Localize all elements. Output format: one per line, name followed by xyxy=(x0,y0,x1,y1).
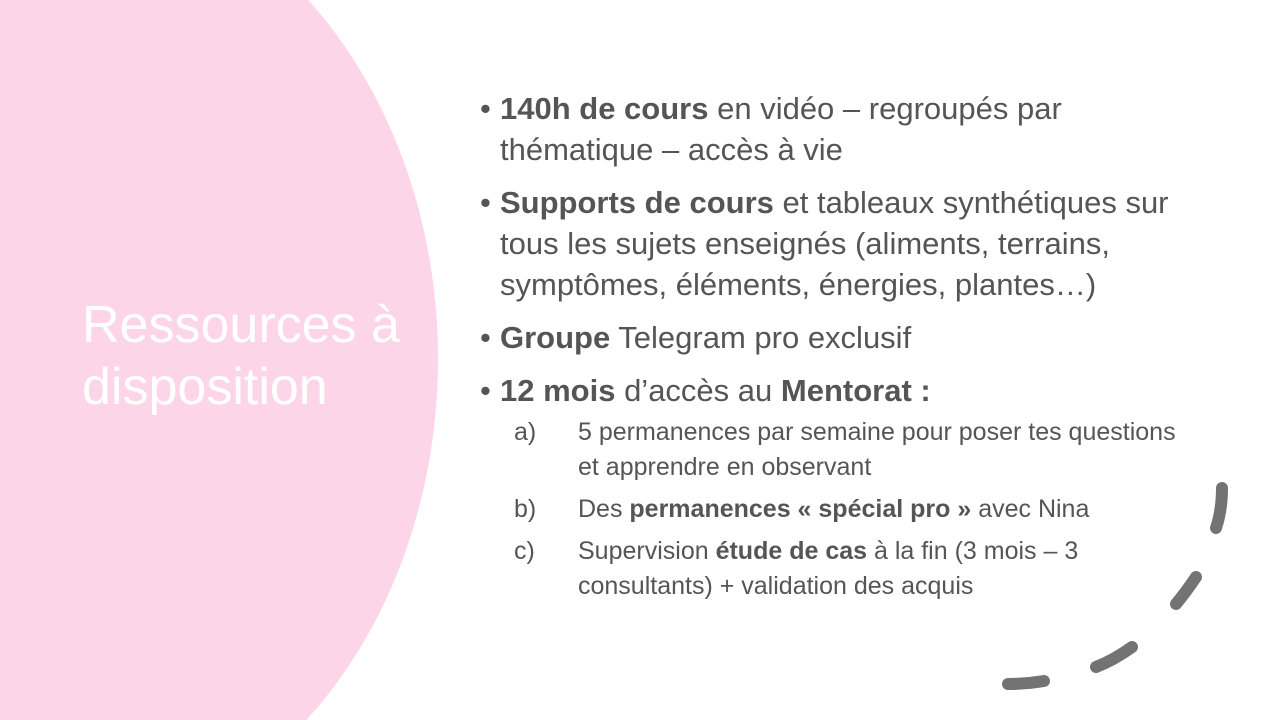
bullet-marker: • xyxy=(480,320,491,355)
sub-item-marker: a) xyxy=(514,418,537,446)
bullet-text: et tableaux synthétiques sur tous les sujets enseignés (aliments, terrains, symptômes, éléments, énergies, plantes…) xyxy=(500,185,1169,302)
sub-item-bold-text: étude de cas xyxy=(715,537,868,565)
bullet-bold-text-2: Mentorat : xyxy=(780,373,931,408)
dash-segment xyxy=(1096,647,1132,667)
sub-item-bold-text: permanences « spécial pro » xyxy=(629,495,972,523)
bullet-bold-text: 140h de cours xyxy=(500,91,709,126)
dash-segment xyxy=(1008,681,1044,684)
sub-item-text-end: à la fin (3 mois – 3 consultants) + validation des acquis xyxy=(578,537,1079,600)
bullet-bold-text: Supports de cours xyxy=(500,185,774,220)
dashed-curve-decoration xyxy=(990,470,1250,710)
bullet-bold-text: 12 mois xyxy=(500,373,616,408)
sub-item-marker: c) xyxy=(514,537,535,565)
bullet-text: Telegram pro exclusif xyxy=(610,320,912,355)
sub-item-text: Des xyxy=(578,495,630,523)
sub-item-text: Supervision xyxy=(578,537,716,565)
bullet-text: en vidéo – regroupés par thématique – accès à vie xyxy=(500,91,1062,167)
dash-segment xyxy=(1216,488,1222,528)
dash-segment xyxy=(1176,577,1196,604)
bullet-marker: • xyxy=(480,91,491,126)
slide-title: Ressources à disposition xyxy=(82,296,400,416)
sub-item-marker: b) xyxy=(514,495,537,523)
bullet-marker: • xyxy=(480,185,491,220)
bullet-item xyxy=(480,317,1180,358)
bullet-text: d’accès au xyxy=(615,373,781,408)
sub-item-text-end: avec Nina xyxy=(971,495,1090,523)
bullet-item xyxy=(480,88,1180,170)
bullet-item xyxy=(480,182,1180,305)
bullet-item xyxy=(480,370,1180,411)
bullet-bold-text: Groupe xyxy=(500,320,611,355)
sub-item-text: 5 permanences par semaine pour poser tes questions et apprendre en observant xyxy=(578,418,1176,481)
bullet-marker: • xyxy=(480,373,491,408)
